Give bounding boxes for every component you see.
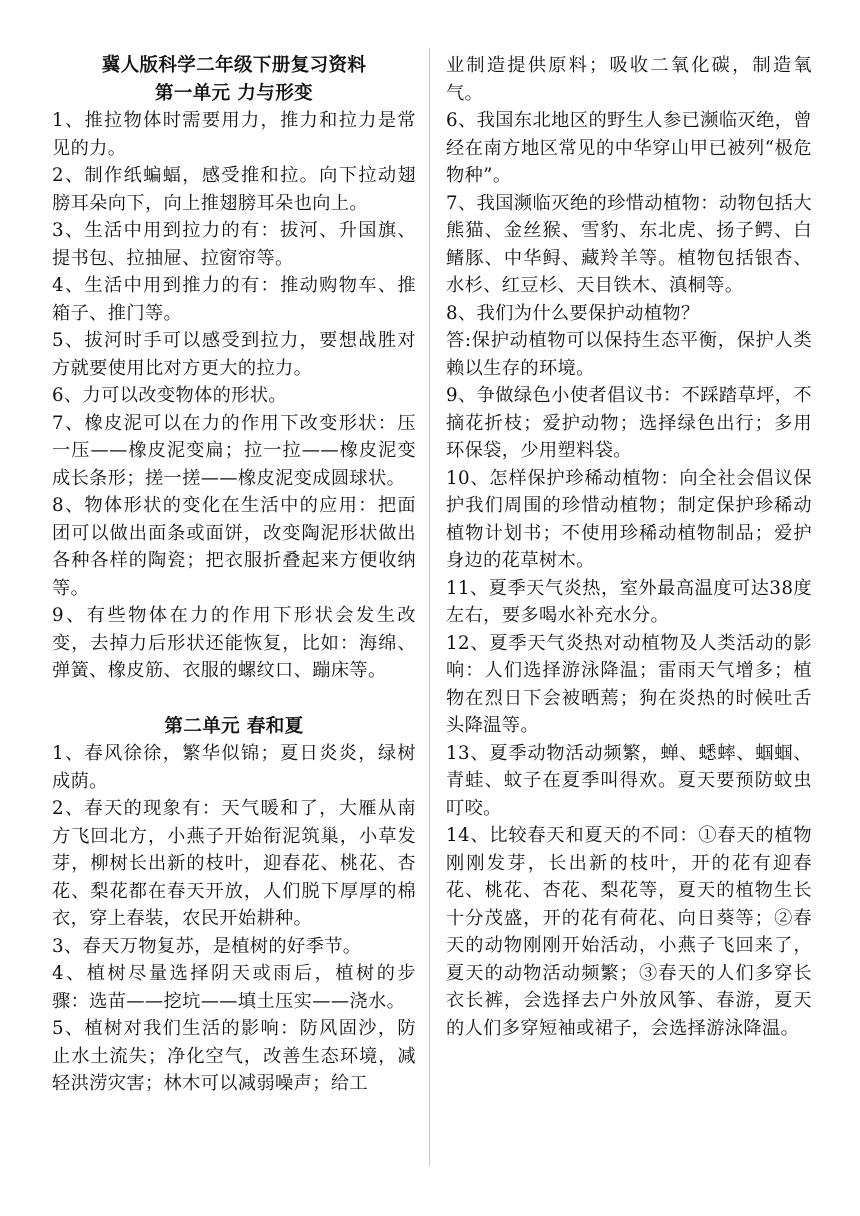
document-title: 冀人版科学二年级下册复习资料: [101, 55, 367, 76]
unit2-item: 8、我们为什么要保护动植物？: [446, 302, 700, 324]
unit1-heading: 第一单元 力与形变: [154, 82, 314, 104]
unit2-item: 10、怎样保护珍稀动植物：向全社会倡议保护我们周围的珍惜动植物；制定保护珍稀动植物计划书；不使用珍稀动植物制品；爱护身边的花草树木。: [446, 467, 812, 571]
unit1-item: 2、制作纸蝙蝠，感受推和拉。向下拉动翅膀耳朵向下，向上推翅膀耳朵也向上。: [52, 165, 416, 214]
unit2-item: 业制造提供原料；吸收二氧化碳，制造氧气。: [446, 55, 812, 104]
unit2-item: 14、比较春天和夏天的不同：①春天的植物刚刚发芽，长出新的枝叶，开的花有迎春花、桃花、杏花、梨花等，夏天的植物生长十分茂盛，开的花有荷花、向日葵等；②春天的动物刚刚开始活动，小燕子飞回来了，夏天的动物活动频繁；③春天的人们多穿长衣长裤，会选择去户外放风筝、春游，夏天的人们多穿短袖或裙子，会选择游泳降温。: [446, 825, 812, 1039]
unit2-item: 6、我国东北地区的野生人参已濒临灭绝，曾经在南方地区常见的中华穿山甲已被列“极危物种”。: [446, 110, 812, 186]
unit1-item: 6、力可以改变物体的形状。: [52, 385, 288, 406]
unit2-item: 9、争做绿色小使者倡议书：不踩踏草坪，不摘花折枝；爱护动物；选择绿色出行；多用环保袋，少用塑料袋。: [446, 385, 812, 461]
column-divider: [429, 48, 430, 1166]
unit2-item: 11、夏季天气炎热，室外最高温度可达38度左右，要多喝水补充水分。: [446, 577, 812, 626]
right-column: [446, 52, 812, 1042]
unit1-item: 7、橡皮泥可以在力的作用下改变形状：压一压——橡皮泥变扁；拉一拉——橡皮泥变成长条形；搓一搓——橡皮泥变成圆球状。: [52, 412, 416, 489]
unit2-item: 2、春天的现象有：天气暖和了，大雁从南方飞回北方，小燕子开始衔泥筑巢，小草发芽，柳树长出新的枝叶，迎春花、桃花、杏花、梨花都在春天开放，人们脱下厚厚的棉衣，穿上春装，农民开始耕种。: [52, 798, 416, 929]
unit2-item: 4、植树尽量选择阴天或雨后，植树的步骤：选苗——挖坑——填土压实——浇水。: [52, 963, 416, 1012]
unit1-item: 8、物体形状的变化在生活中的应用：把面团可以做出面条或面饼，改变陶泥形状做出各种各样的陶瓷；把衣服折叠起来方便收纳等。: [52, 495, 416, 599]
unit1-item: 9、有些物体在力的作用下形状会发生改变，去掉力后形状还能恢复，比如：海绵、弹簧、橡皮筋、衣服的螺纹口、蹦床等。: [52, 605, 416, 681]
unit2-item: 13、夏季动物活动频繁，蝉、蟋蟀、蝈蝈、青蛙、蚊子在夏季叫得欢。夏天要预防蚊虫叮咬。: [446, 742, 812, 819]
unit1-item: 5、拔河时手可以感受到拉力，要想战胜对方就要使用比对方更大的拉力。: [52, 330, 416, 379]
left-column: [52, 52, 416, 1098]
unit2-item: 1、春风徐徐，繁华似锦；夏日炎炎，绿树成荫。: [52, 743, 416, 792]
unit2-heading: 第二单元 春和夏: [164, 715, 304, 737]
unit2-item: 12、夏季天气炎热对动植物及人类活动的影响：人们选择游泳降温；雷雨天气增多；植物在烈日下会被晒蔫；狗在炎热的时候吐舌头降温等。: [446, 632, 812, 736]
unit1-item: 1、推拉物体时需要用力，推力和拉力是常见的力。: [52, 110, 416, 159]
unit1-item: 3、生活中用到拉力的有：拔河、升国旗、提书包、拉抽屉、拉窗帘等。: [52, 220, 416, 269]
unit2-answer: 答:保护动植物可以保持生态平衡，保护人类赖以生存的环境。: [446, 330, 812, 379]
unit2-item: 5、植树对我们生活的影响：防风固沙，防止水土流失；净化空气，改善生态环境，减轻洪涝灾害；林木可以减弱噪声；给工: [52, 1018, 416, 1094]
unit1-item: 4、生活中用到推力的有：推动购物车、推箱子、推门等。: [52, 275, 416, 324]
unit2-item: 3、春天万物复苏，是植树的好季节。: [52, 935, 362, 957]
unit2-item: 7、我国濒临灭绝的珍惜动植物：动物包括大熊猫、金丝猴、雪豹、东北虎、扬子鳄、白鳍豚、中华鲟、藏羚羊等。植物包括银杏、水杉、红豆杉、天目铁木、滇桐等。: [446, 192, 812, 296]
